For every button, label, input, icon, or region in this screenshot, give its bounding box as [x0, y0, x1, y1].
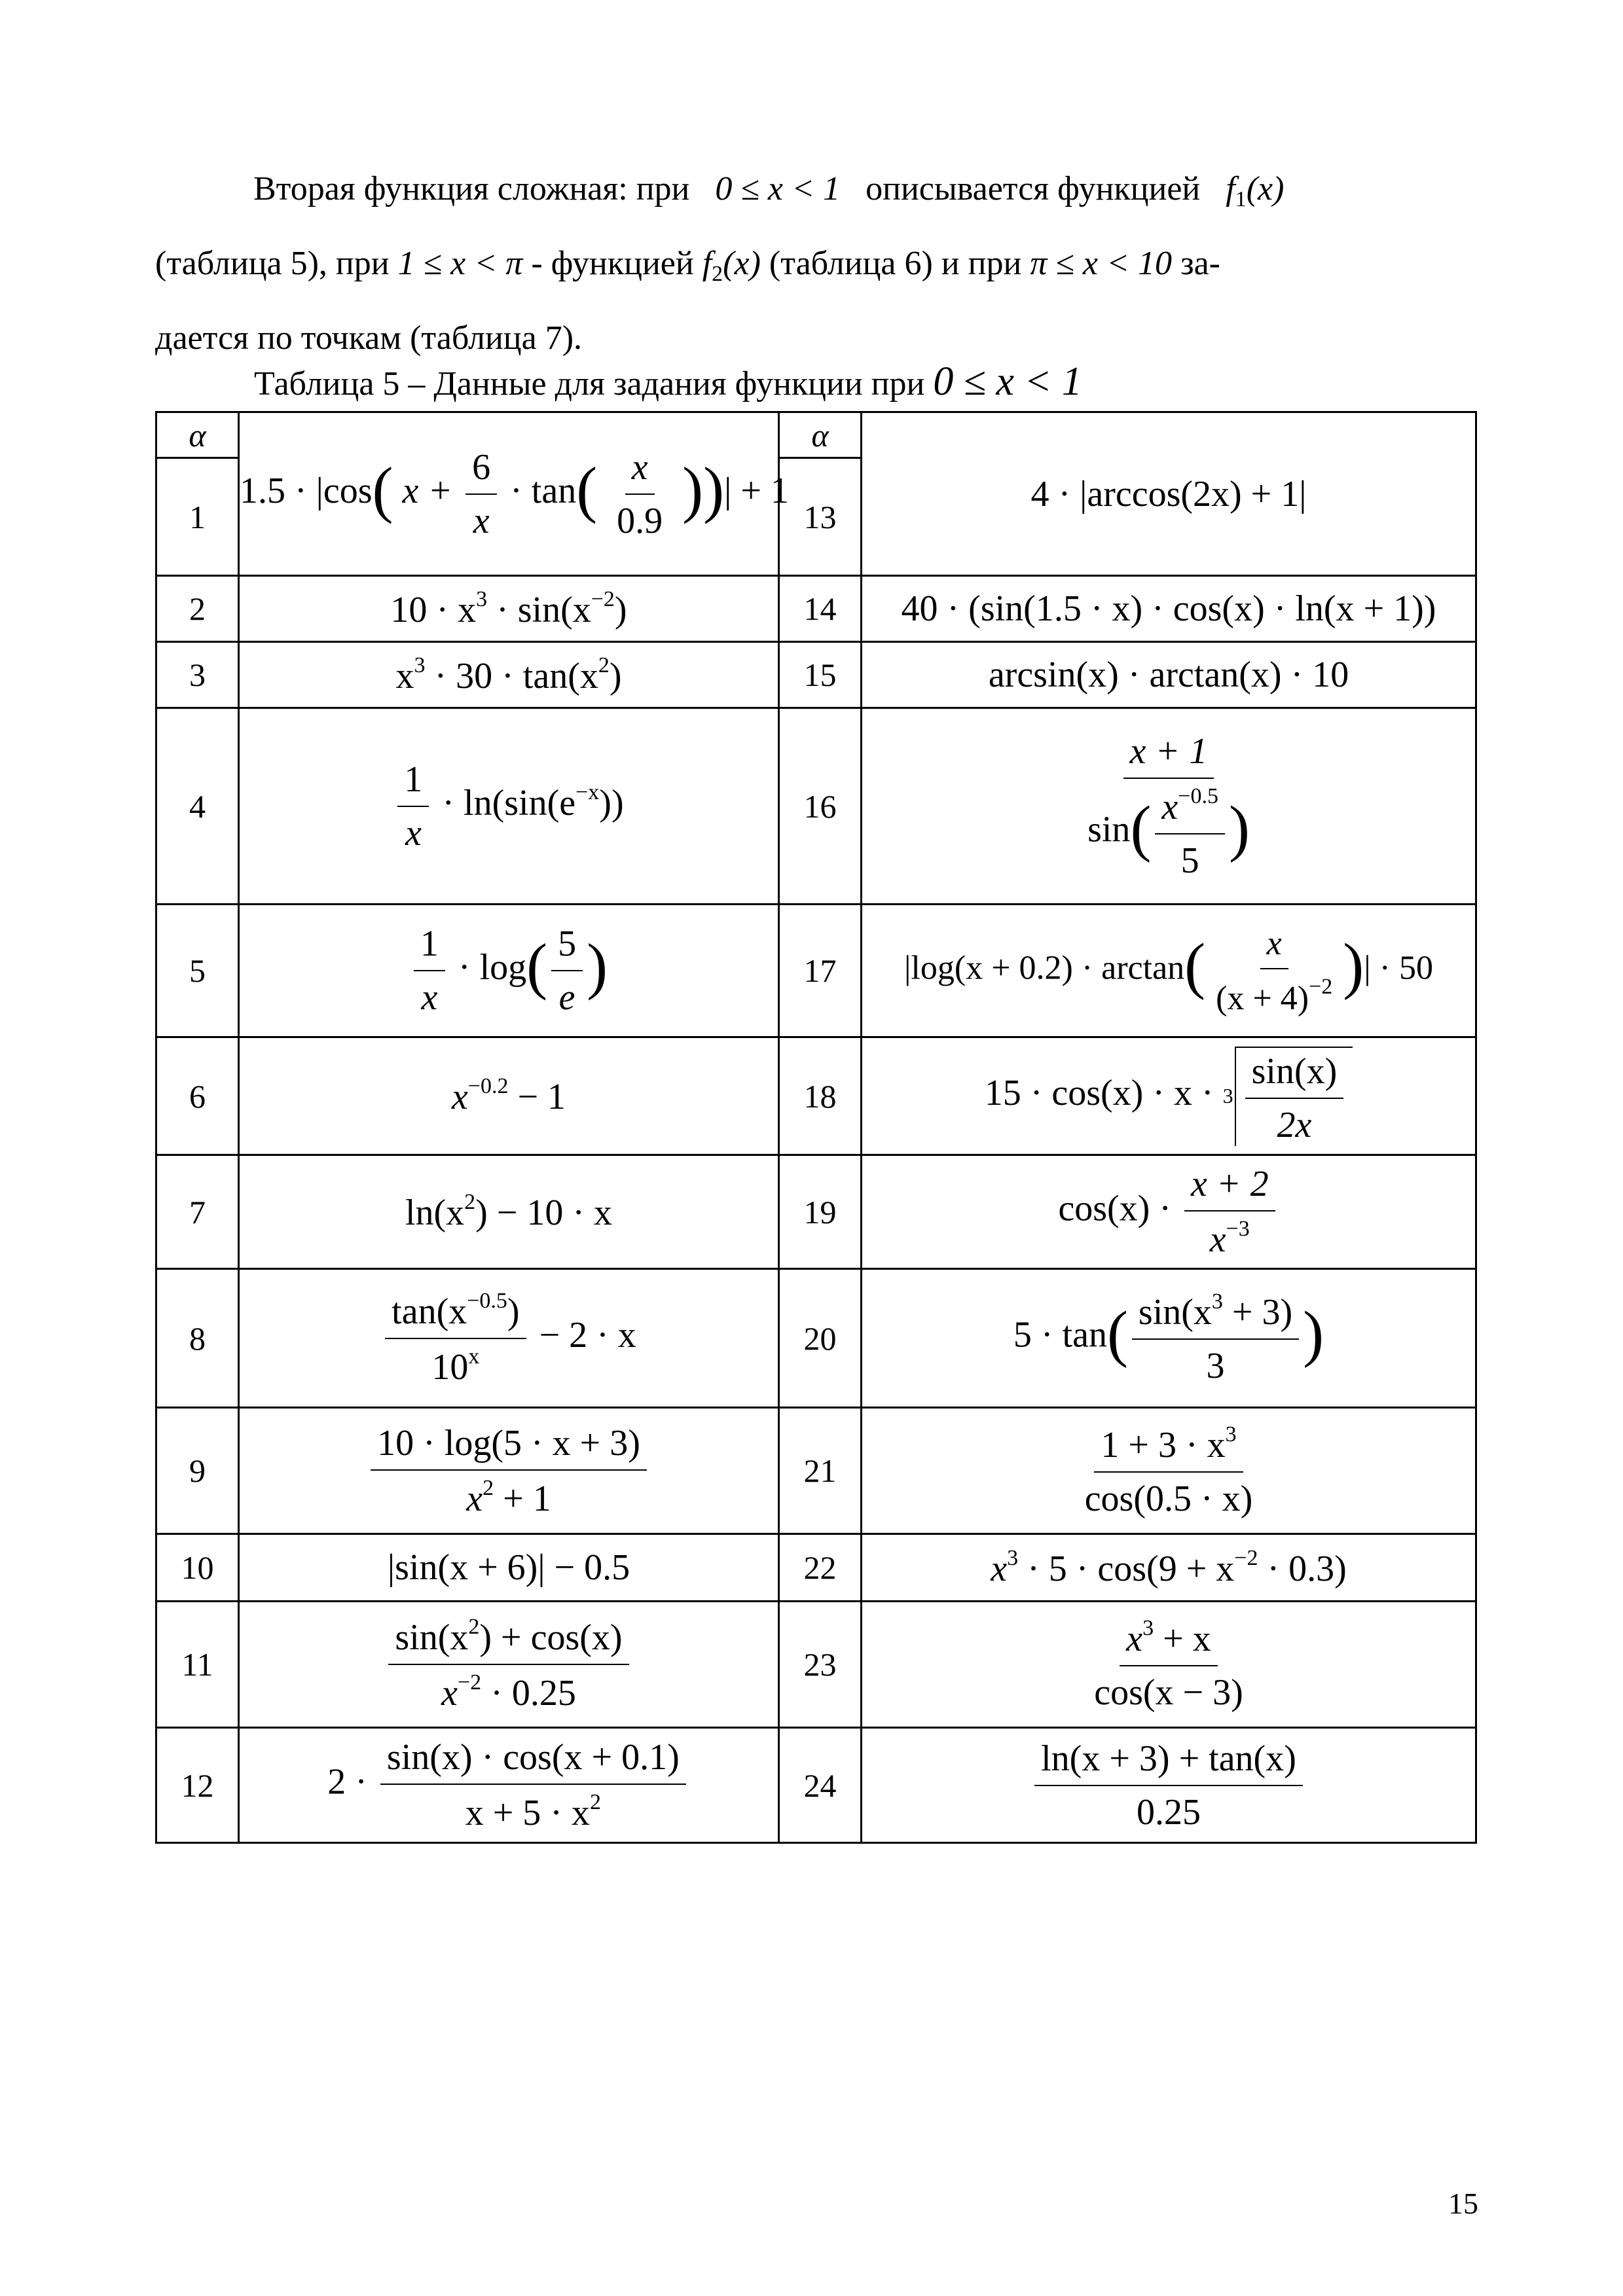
cell-f9 — [239, 1408, 779, 1534]
intro-line-3: дается по точкам (таблица 7). — [155, 319, 583, 357]
row-number: 4 — [156, 708, 239, 905]
table-row — [156, 576, 1476, 642]
table-row — [156, 1155, 1476, 1269]
row-number: 11 — [156, 1602, 239, 1728]
row-number: 19 — [779, 1155, 862, 1269]
cell-f11 — [239, 1602, 779, 1728]
functions-table — [155, 411, 1477, 1844]
cell-f7 — [239, 1155, 779, 1269]
formula-8: $\frac{\tan(x^{-0.5})}{10^x}$ − 2 · x — [381, 1289, 636, 1388]
cell-f23 — [862, 1602, 1476, 1728]
row-number: 14 — [779, 576, 862, 642]
cell-f16 — [862, 708, 1476, 905]
row-number: 8 — [156, 1269, 239, 1408]
condition-2: 1 ≤ x < π — [397, 245, 523, 282]
table-row — [156, 1037, 1476, 1155]
table-row — [156, 1728, 1476, 1843]
formula-4: $\frac{1}{x}$ · $\ln(\sin(e^{-x}))$ — [393, 759, 623, 854]
cell-f15 — [862, 642, 1476, 708]
alpha-header-left: α — [156, 412, 239, 458]
table-caption: Таблица 5 – Данные для задания функции при 0 ≤ x < 1 — [254, 359, 1082, 404]
intro-line-1: Вторая функция сложная: при 0 ≤ x < 1 описывается функцией $f_1(x)$ — [253, 170, 1285, 211]
formula-12: 2 · $\frac{\sin(x) \cdot \cos(x + 0.1)}{x + 5 \cdot x^2}$ — [327, 1736, 689, 1834]
page-number: 15 — [1448, 2187, 1478, 2220]
table-row — [156, 1534, 1476, 1602]
formula-9: $\frac{10 \cdot \log(5 \cdot x + 3)}{x^2 + 1}$ — [367, 1422, 651, 1520]
cube-root: 3 $\frac{\sin(x)}{2x}$ — [1223, 1047, 1353, 1146]
row-number: 18 — [779, 1037, 862, 1155]
cell-f14 — [862, 576, 1476, 642]
table-row — [156, 1602, 1476, 1728]
cell-f3 — [239, 642, 779, 708]
row-number: 2 — [156, 576, 239, 642]
formula-2: $10 \cdot x^3 \cdot \sin(x^{-2})$ — [390, 586, 627, 630]
row-number: 16 — [779, 708, 862, 905]
formula-16: x + 1 sin( $\frac{x^{-0.5}}{5}$ ) — [1087, 731, 1250, 881]
cell-f4 — [239, 708, 779, 905]
row-number: 17 — [779, 905, 862, 1037]
formula-10: |sin(x + 6)| − 0.5 — [387, 1547, 630, 1588]
formula-1: 1.5 · |cos( x + $\frac{6}{x}$ · tan( $\frac{x}{0.9}$ ))| + 1 — [240, 446, 789, 541]
formula-6: $x^{-0.2} - 1$ — [451, 1074, 566, 1117]
cell-f17 — [862, 905, 1476, 1037]
row-number: 3 — [156, 642, 239, 708]
cell-f19 — [862, 1155, 1476, 1269]
formula-19: cos(x) · $\frac{x + 2}{x^{-3}}$ — [1058, 1163, 1279, 1261]
cell-f18 — [862, 1037, 1476, 1155]
formula-24: $\frac{\ln(x + 3) + \tan(x)}{0.25}$ — [1030, 1738, 1307, 1833]
formula-14: 40 · (sin(1.5 · x) · cos(x) · ln(x + 1)) — [901, 588, 1436, 629]
condition-1: 0 ≤ x < 1 — [715, 170, 841, 207]
row-number: 13 — [779, 458, 862, 576]
cell-f6 — [239, 1037, 779, 1155]
table-row — [156, 642, 1476, 708]
row-number: 10 — [156, 1534, 239, 1602]
cell-f22 — [862, 1534, 1476, 1602]
formula-7: $\ln(x^2) - 10 \cdot x$ — [405, 1190, 613, 1233]
cell-f13 — [862, 412, 1476, 576]
row-number: 23 — [779, 1602, 862, 1728]
formula-17: |log(x + 0.2) · arctan( $\frac{x}{(x + 4)^{-2}}$ )| · 50 — [904, 924, 1433, 1017]
row-number: 21 — [779, 1408, 862, 1534]
cell-f12 — [239, 1728, 779, 1843]
row-number: 15 — [779, 642, 862, 708]
formula-20: 5 · tan( $\frac{\sin(x^3 + 3)}{3}$ ) — [1013, 1289, 1324, 1386]
alpha-header-right: α — [779, 412, 862, 458]
cell-f1 — [239, 412, 789, 576]
row-number: 7 — [156, 1155, 239, 1269]
formula-15: arcsin(x) · arctan(x) · 10 — [988, 655, 1349, 695]
formula-3: $x^3 \cdot 30 \cdot \tan(x^2)$ — [395, 653, 622, 696]
table-row — [156, 905, 1476, 1037]
cell-f21 — [862, 1408, 1476, 1534]
cell-f20 — [862, 1269, 1476, 1408]
table-row — [156, 1408, 1476, 1534]
table-row — [156, 412, 1476, 458]
row-number: 5 — [156, 905, 239, 1037]
table-row — [156, 708, 1476, 905]
row-number: 6 — [156, 1037, 239, 1155]
row-number: 24 — [779, 1728, 862, 1843]
formula-21: $\frac{1 + 3 \cdot x^3}{\cos(0.5 \cdot x)}$ — [1084, 1422, 1253, 1519]
formula-13: 4 · |arccos(2x) + 1| — [1030, 473, 1307, 514]
row-number: 1 — [156, 458, 239, 576]
formula-11: $\frac{\sin(x^2) + \cos(x)}{x^{-2} \cdot 0.25}$ — [384, 1615, 632, 1714]
cell-f24 — [862, 1728, 1476, 1843]
formula-5: $\frac{1}{x}$ · log( $\frac{5}{e}$ ) — [410, 923, 608, 1018]
row-number: 9 — [156, 1408, 239, 1534]
row-number: 20 — [779, 1269, 862, 1408]
row-number: 12 — [156, 1728, 239, 1843]
formula-18: 15 · cos(x) · x · 3 $\frac{\sin(x)}{2x}$ — [985, 1047, 1353, 1146]
intro-paragraph — [155, 157, 1471, 370]
formula-22: $x^3 \cdot 5 \cdot \cos(9 + x^{-2} \cdot 0.3)$ — [991, 1545, 1347, 1589]
formula-23: $\frac{x^3 + x}{\cos(x - 3)}$ — [1094, 1615, 1243, 1713]
cell-f2 — [239, 576, 779, 642]
cell-f5 — [239, 905, 779, 1037]
table-row — [156, 1269, 1476, 1408]
condition-3: π ≤ x < 10 — [1030, 245, 1173, 282]
cell-f8 — [239, 1269, 779, 1408]
cell-f10 — [239, 1534, 779, 1602]
intro-line-2: (таблица 5), при 1 ≤ x < π - функцией $f_2(x)$ (таблица 6) и при π ≤ x < 10 за- — [155, 245, 1220, 286]
row-number: 22 — [779, 1534, 862, 1602]
